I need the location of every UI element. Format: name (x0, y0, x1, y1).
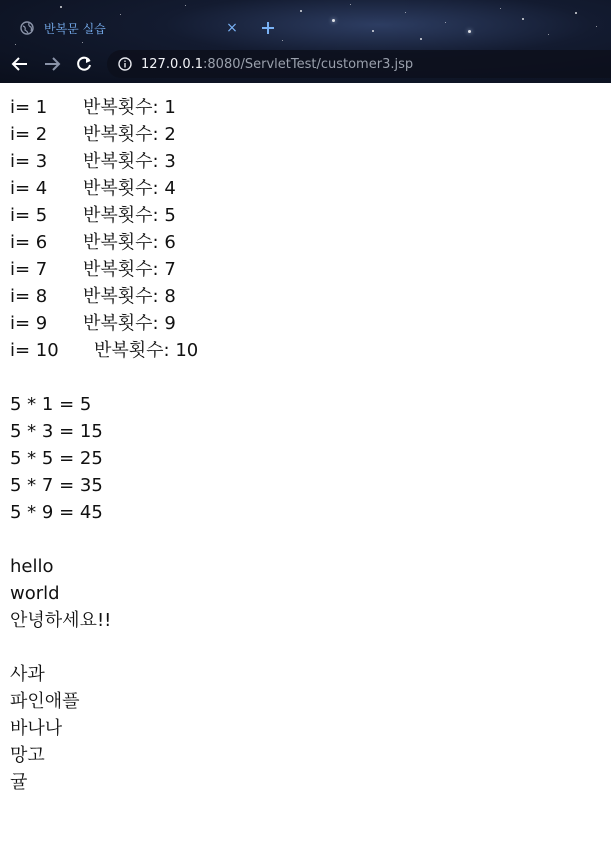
forward-button[interactable] (42, 54, 62, 74)
loop-count: 반복횟수: 9 (83, 313, 176, 334)
url-host: 127.0.0.1 (141, 56, 204, 72)
loop-count: 반복횟수: 2 (83, 124, 176, 145)
browser-chrome (0, 0, 611, 83)
loop-index: i= 2 (10, 124, 48, 145)
loop-count: 반복횟수: 4 (83, 178, 176, 199)
reload-icon (75, 55, 93, 73)
tab-title: 반복문 실습 (44, 21, 106, 36)
loop-count: 반복횟수: 1 (83, 97, 176, 118)
loop-index: i= 5 (10, 205, 48, 226)
greeting-line: hello (10, 556, 54, 577)
loop-count: 반복횟수: 6 (83, 232, 176, 253)
reload-button[interactable] (74, 54, 94, 74)
fruit-item: 귤 (10, 772, 28, 793)
line-break (10, 634, 600, 661)
loop-line (10, 94, 600, 121)
loop-index: i= 1 (10, 97, 48, 118)
back-button[interactable] (10, 54, 30, 74)
tab-active[interactable] (8, 8, 252, 48)
multiplication-output (10, 391, 600, 526)
loop-count: 반복횟수: 3 (83, 151, 176, 172)
fruit-item: 사과 (10, 664, 45, 685)
plus-icon (258, 18, 278, 38)
multiplication-line: 5 * 9 = 45 (10, 502, 103, 523)
fruit-list (10, 661, 600, 796)
multiplication-line: 5 * 3 = 15 (10, 421, 103, 442)
line-break (10, 364, 600, 391)
loop-line (10, 148, 600, 175)
tab-close-icon[interactable]: × (226, 20, 238, 36)
loop-line (10, 256, 600, 283)
loop-line (10, 283, 600, 310)
arrow-right-icon (43, 55, 61, 73)
loop-index: i= 6 (10, 232, 48, 253)
info-icon[interactable] (118, 57, 132, 71)
line-break (10, 526, 600, 553)
fruit-item: 망고 (10, 745, 45, 766)
fruit-item: 바나나 (10, 718, 63, 739)
loop-index: i= 10 (10, 340, 59, 361)
multiplication-line: 5 * 5 = 25 (10, 448, 103, 469)
loop-index: i= 7 (10, 259, 48, 280)
loop-line (10, 121, 600, 148)
address-bar[interactable] (107, 50, 611, 78)
multiplication-line: 5 * 1 = 5 (10, 394, 92, 415)
loop-count: 반복횟수: 7 (83, 259, 176, 280)
loop-line (10, 175, 600, 202)
arrow-left-icon (11, 55, 29, 73)
loop-index: i= 3 (10, 151, 48, 172)
greeting-line: world (10, 583, 60, 604)
url-text[interactable] (141, 57, 413, 72)
new-tab-button[interactable] (258, 18, 278, 38)
greeting-output (10, 553, 600, 634)
loop-count: 반복횟수: 8 (83, 286, 176, 307)
loop-line (10, 310, 600, 337)
loop-output (10, 94, 600, 364)
loop-count: 반복횟수: 10 (94, 340, 199, 361)
loop-index: i= 8 (10, 286, 48, 307)
loop-index: i= 4 (10, 178, 48, 199)
globe-icon (20, 21, 34, 35)
loop-line (10, 229, 600, 256)
loop-line (10, 202, 600, 229)
loop-count: 반복횟수: 5 (83, 205, 176, 226)
loop-index: i= 9 (10, 313, 48, 334)
multiplication-line: 5 * 7 = 35 (10, 475, 103, 496)
loop-line (10, 337, 600, 364)
fruit-item: 파인애플 (10, 691, 80, 712)
greeting-line: 안녕하세요!! (10, 610, 112, 631)
url-path: :8080/ServletTest/customer3.jsp (203, 56, 414, 72)
page-content (10, 94, 600, 796)
